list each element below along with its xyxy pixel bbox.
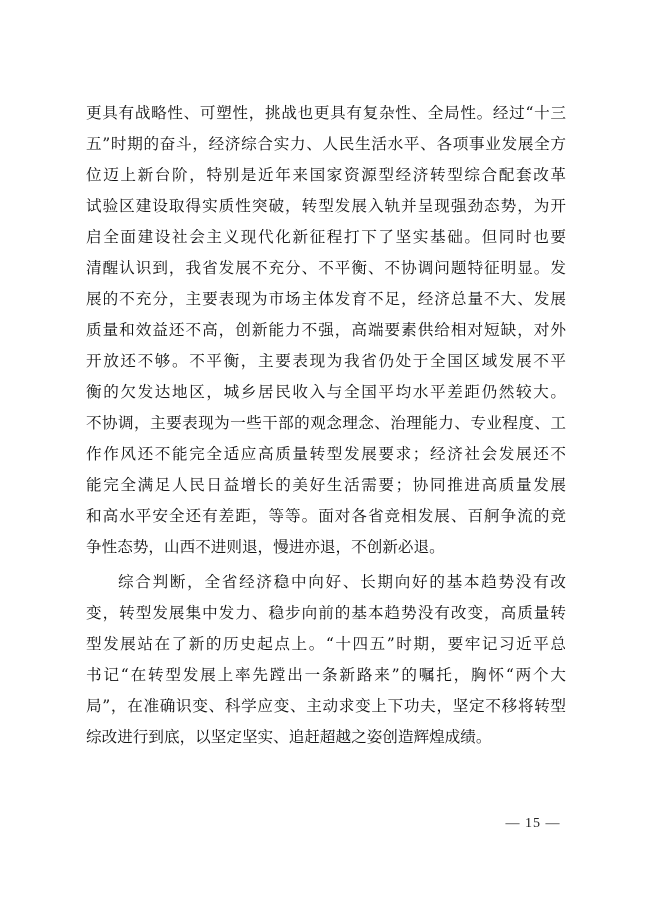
text-line: 综合判断，全省经济稳中向好、长期向好的基本趋势没有改 xyxy=(118,573,566,591)
text-line: 质量和效益还不高，创新能力不强，高端要素供给相对短缺，对外 xyxy=(86,321,566,339)
text-line: 试验区建设取得实质性突破，转型发展入轨并呈现强劲态势，为开 xyxy=(86,197,566,215)
paragraph-1 xyxy=(86,98,566,563)
text-line: 书记“在转型发展上率先蹚出一条新路来”的嘱托，胸怀“两个大 xyxy=(86,666,566,684)
text-line: 清醒认识到，我省发展不充分、不平衡、不协调问题特征明显。发 xyxy=(86,259,566,277)
text-line: 启全面建设社会主义现代化新征程打下了坚实基础。但同时也要 xyxy=(86,228,566,246)
paragraph-2 xyxy=(86,567,566,753)
text-line: 能完全满足人民日益增长的美好生活需要；协同推进高质量发展 xyxy=(86,476,566,494)
text-line: 局”，在准确识变、科学应变、主动求变上下功夫，坚定不移将转型 xyxy=(86,697,566,715)
text-line: 不协调，主要表现为一些干部的观念理念、治理能力、专业程度、工 xyxy=(86,414,566,432)
text-line: 型发展站在了新的历史起点上。“十四五”时期，要牢记习近平总 xyxy=(86,635,566,653)
text-line: 变，转型发展集中发力、稳步向前的基本趋势没有改变，高质量转 xyxy=(86,604,566,622)
text-line: 位迈上新台阶，特别是近年来国家资源型经济转型综合配套改革 xyxy=(86,166,566,184)
text-line: 综改进行到底，以坚定坚实、追赶超越之姿创造辉煌成绩。 xyxy=(86,728,492,746)
text-line: 衡的欠发达地区，城乡居民收入与全国平均水平差距仍然较大。 xyxy=(86,383,566,401)
body-text xyxy=(86,98,566,753)
text-line: 作作风还不能完全适应高质量转型发展要求；经济社会发展还不 xyxy=(86,445,566,463)
text-line: 展的不充分，主要表现为市场主体发育不足，经济总量不大、发展 xyxy=(86,290,566,308)
text-line: 争性态势，山西不进则退，慢进亦退，不创新必退。 xyxy=(86,538,445,556)
text-line: 开放还不够。不平衡，主要表现为我省仍处于全国区域发展不平 xyxy=(86,352,566,370)
text-line: 更具有战略性、可塑性，挑战也更具有复杂性、全局性。经过“十三 xyxy=(86,104,566,122)
text-line: 和高水平安全还有差距，等等。面对各省竞相发展、百舸争流的竞 xyxy=(86,507,566,525)
text-line: 五”时期的奋斗，经济综合实力、人民生活水平、各项事业发展全方 xyxy=(86,135,566,153)
page-number: — 15 — xyxy=(505,816,561,831)
